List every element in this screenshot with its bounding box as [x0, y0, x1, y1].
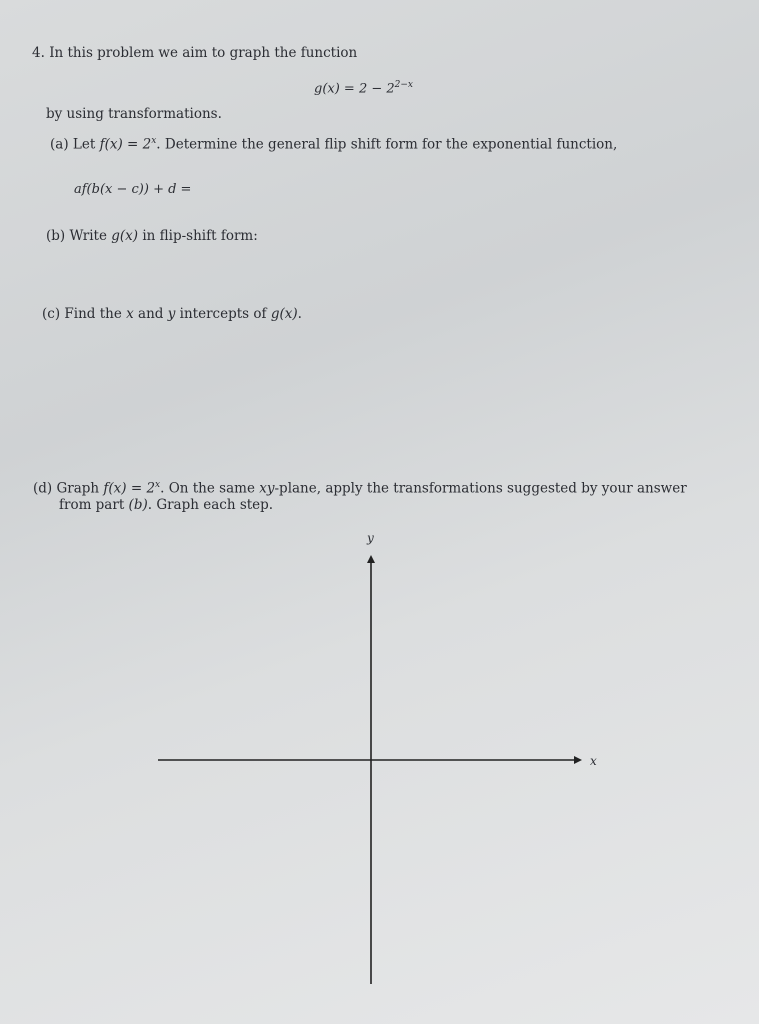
part-a-fdef: f(x) = 2 — [99, 136, 152, 153]
method-text: by using transformations. — [46, 106, 222, 122]
part-d-plane: xy — [259, 480, 275, 497]
function-exponent: 2−x — [394, 80, 413, 90]
part-a-prefix: Let — [72, 136, 96, 153]
part-a-form: af(b(x − c)) + d = — [74, 182, 192, 197]
part-c-y: y — [167, 306, 176, 322]
part-d-fexp: x — [155, 480, 161, 490]
part-d-line2-suffix: . Graph each step. — [147, 497, 274, 513]
part-a-suffix: . Determine the general flip shift form for the exponential function, — [156, 136, 618, 153]
y-axis-arrow — [367, 555, 375, 563]
part-a-fexp: x — [151, 136, 157, 146]
problem-intro: In this problem we aim to graph the function — [49, 45, 358, 61]
part-d-line2-prefix: from part — [59, 497, 125, 513]
part-b-text: Write — [69, 228, 107, 244]
part-b-label: (b) — [46, 228, 66, 244]
part-c-label: (c) — [42, 306, 61, 322]
part-b-g: g(x) — [111, 228, 139, 244]
part-d-fdef: f(x) = 2 — [103, 480, 156, 497]
part-d-mid: . On the same — [160, 480, 255, 497]
part-d-label: (d) — [33, 480, 53, 497]
problem-number: 4. — [32, 45, 45, 61]
x-axis-label: x — [590, 754, 597, 768]
part-b-suffix: in flip-shift form: — [142, 228, 258, 244]
y-axis-label: y — [367, 531, 374, 545]
part-c-mid: intercepts of — [179, 306, 267, 322]
part-c-x: x — [126, 306, 134, 322]
part-c-and: and — [138, 306, 164, 322]
x-axis-arrow — [574, 756, 582, 764]
function-display: g(x) = 2 − 2 — [314, 81, 395, 97]
part-d-prefix: Graph — [56, 480, 100, 497]
part-d-part-ref: (b) — [128, 497, 148, 513]
part-a-label: (a) — [50, 136, 69, 153]
part-d-suffix: -plane, apply the transformations suggested by your answer — [274, 480, 687, 497]
part-c-end: . — [297, 306, 302, 322]
part-c-g: g(x) — [270, 306, 298, 322]
part-c-prefix: Find the — [64, 306, 122, 322]
